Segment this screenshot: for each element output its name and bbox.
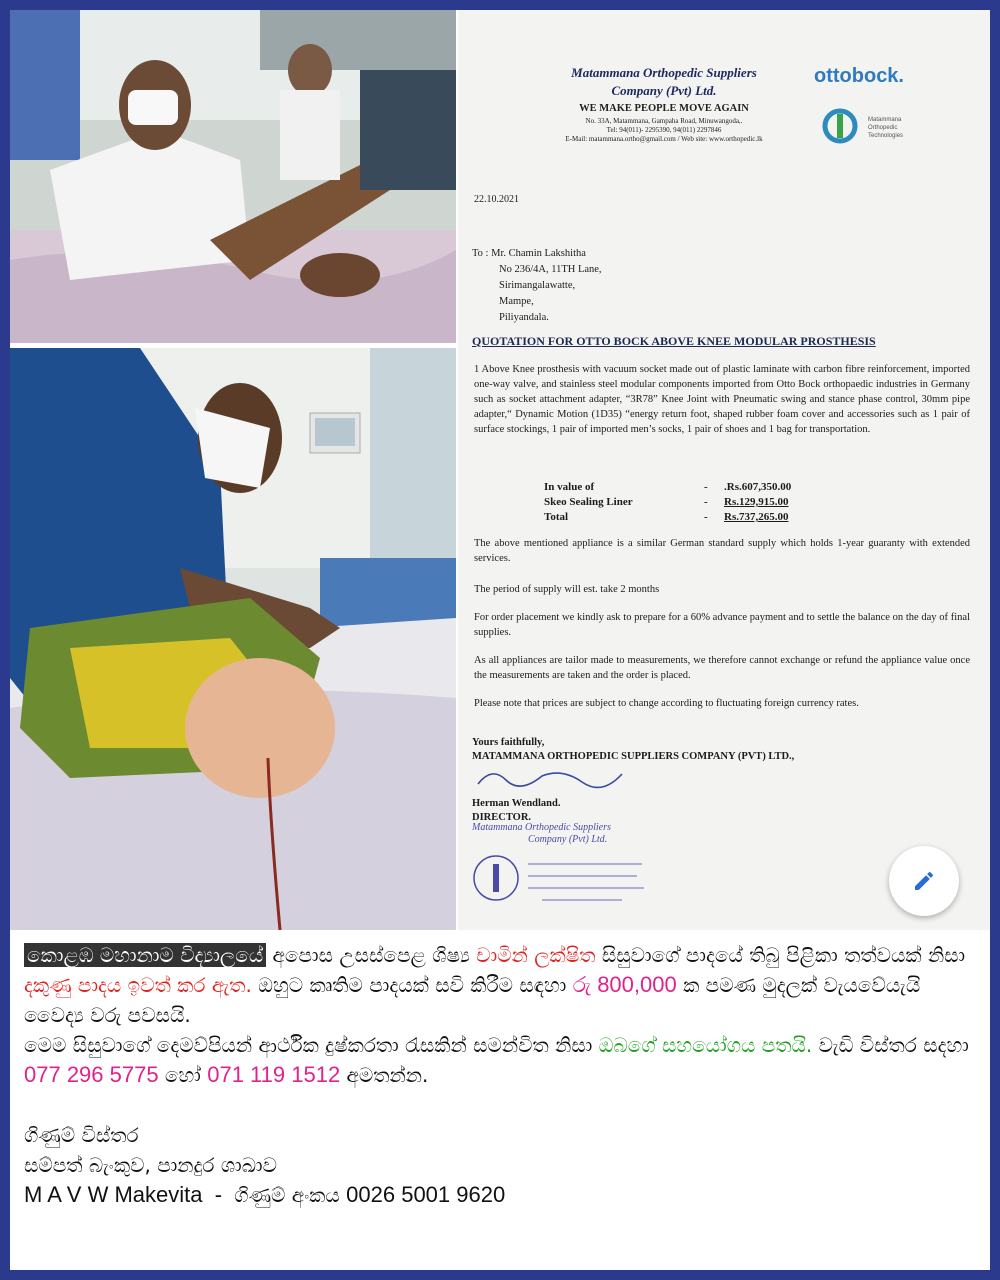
appeal-text-segment: සිසුවාගේ පාදයේ තිබු පිළිකා තත්වයක් නිසා: [595, 943, 966, 967]
support-request: ඔබගේ සහයෝගය පතයි.: [598, 1033, 813, 1057]
ottobock-logo-text: ottobock.: [814, 65, 904, 87]
company-stamp: [472, 822, 652, 914]
matammana-logo-icon: [820, 106, 860, 146]
school-name-part: කොළඹ: [27, 943, 94, 967]
school-name-part: මහානාම: [99, 943, 174, 967]
required-amount: රු 800,000: [572, 972, 677, 997]
school-name: [24, 943, 266, 967]
supply-period-paragraph: The period of supply will est. take 2 months: [474, 584, 660, 595]
letter-date: 22.10.2021: [474, 194, 519, 205]
company-name-line1: Matammana Orthopedic Suppliers: [571, 65, 757, 80]
price-row: [544, 495, 791, 510]
separator: -: [202, 1182, 235, 1207]
company-email-web: E-Mail: matammana.ortho@gmail.com / Web site: www.orthopedic.lk: [565, 135, 763, 143]
quotation-title: QUOTATION FOR OTTO BOCK ABOVE KNEE MODULAR PROSTHESIS: [472, 334, 876, 348]
account-number-label: ගිණුම් අංකය: [234, 1183, 347, 1207]
signer-name: Herman Wendland.: [472, 798, 561, 809]
brand-sub3: Technologies: [868, 133, 904, 139]
price-amount: Rs.737,265.00: [724, 511, 789, 523]
leg-removed-text: දකුණු පාදය ඉවත් කර ඇත.: [24, 973, 252, 997]
recipient-address-line: No 236/4A, 11TH Lane,: [499, 264, 602, 275]
appeal-text-segment: වැඩි විස්තර සදහා: [812, 1033, 969, 1057]
photo-student-hospital-bed: [10, 10, 456, 343]
appeal-paragraph-2: [24, 1030, 980, 1090]
to-label: To :: [472, 248, 489, 259]
guaranty-paragraph: The above mentioned appliance is a similar German standard supply which holds 1-year guaranty with extended services.: [474, 538, 970, 564]
stamp-line2: Company (Pvt) Ltd.: [528, 834, 608, 845]
appeal-text-segment: ඔහුට කෘතිම පාදයක් සවි කිරීම සඳහා: [251, 973, 573, 997]
handwritten-signature: [472, 764, 632, 792]
account-number: 0026 5001 9620: [346, 1182, 506, 1207]
price-label: In value of: [544, 481, 595, 493]
appeal-text-segment: අපොස උසස්පෙළ ශිෂ්‍ය: [266, 943, 477, 967]
appeal-text: [24, 940, 980, 1260]
price-label: Skeo Sealing Liner: [544, 496, 633, 508]
school-name-part: විද්‍යාලයේ: [180, 943, 264, 967]
appeal-text-segment: මෙම සිසුවාගේ දෙමව්පියන් ආර්ථික දුෂ්කරතා රැසකින් සමන්විත නිසා: [24, 1033, 599, 1057]
letterhead-company: [514, 64, 814, 100]
company-contact: [514, 117, 814, 144]
price-dash: -: [704, 481, 708, 493]
company-address: No. 33A, Matammana, Gampaha Road, Minuwangoda,.: [585, 117, 743, 125]
stamp-line1: Matammana Orthopedic Suppliers: [472, 822, 611, 833]
appeal-text-segment: හෝ: [158, 1063, 208, 1087]
prosthesis-description: 1 Above Knee prosthesis with vacuum socket made out of plastic laminate with carbon fibre reinforcement, imported one-way valve, and stainless steel modular components imported from Otto Bock orthopaedic industries in Germany such as socket attachment adapter, “3R78” Knee Joint with Pneumatic swing and stance phase control, 30mm pipe adapter,“ Dynamic Motion (1D35) “energy return foot, shaped rubber foam cover and accessories such as 1 pair of surface stockings, 1 pair of imported men’s socks, 1 pair of shoes and 1 bag for transportation.: [474, 364, 970, 435]
price-amount: Rs.129,915.00: [724, 496, 789, 508]
phone-number: 071 119 1512: [207, 1062, 341, 1087]
company-tagline: WE MAKE PEOPLE MOVE AGAIN: [579, 103, 749, 114]
appeal-text-segment: අමතන්න.: [340, 1063, 429, 1087]
bank-details: [24, 1120, 980, 1210]
brand-sub1: Matammana: [868, 117, 902, 123]
phone-number: 077 296 5775: [24, 1062, 159, 1087]
photo-student-amputated-leg: [10, 348, 456, 930]
closing-company: MATAMMANA ORTHOPEDIC SUPPLIERS COMPANY (PVT) LTD.,: [472, 751, 795, 762]
recipient-address-line: Piliyandala.: [499, 312, 549, 323]
student-name: චාමින් ලක්ෂිත: [476, 943, 596, 967]
appeal-paragraph-1: [24, 940, 980, 1030]
account-title: ගිණුම් විස්තර: [24, 1123, 139, 1147]
brand-subtitle: [868, 116, 903, 140]
company-name-line2: Company (Pvt) Ltd.: [611, 83, 717, 98]
recipient-address-line: Sirimangalawatte,: [499, 280, 576, 291]
round-seal-icon: [472, 850, 652, 910]
signature-block: [472, 736, 794, 825]
price-row: [544, 510, 791, 525]
price-row: [544, 480, 791, 495]
price-label: Total: [544, 511, 569, 523]
price-table: [544, 480, 791, 525]
order-paragraph: For order placement we kindly ask to prepare for a 60% advance payment and to settle the balance on the day of final supplies.: [474, 612, 970, 638]
price-amount: .Rs.607,350.00: [724, 481, 792, 493]
quotation-letter: [458, 10, 990, 930]
appeal-text-segment: ක පමණ මුදලක් වැයවේයැයි වෛද්‍ය වරු පවසයි.: [24, 973, 921, 1027]
recipient-block: [472, 246, 602, 326]
recipient-address-line: Mampe,: [499, 296, 534, 307]
prices-paragraph: Please note that prices are subject to change according to fluctuating foreign currency rates.: [474, 698, 859, 709]
tailor-made-paragraph: As all appliances are tailor made to measurements, we therefore cannot exchange or refund the appliance value once the measurements are taken and the order is placed.: [474, 655, 970, 681]
brand-sub2: Orthopedic: [868, 125, 898, 131]
price-dash: -: [704, 496, 708, 508]
edit-fab-button[interactable]: [889, 846, 959, 916]
pencil-icon: [912, 869, 936, 893]
closing-line: Yours faithfully,: [472, 737, 545, 748]
price-dash: -: [704, 511, 708, 523]
bank-branch: සම්පත් බැංකුව, පානදුර ශාඛාව: [24, 1153, 278, 1177]
company-tel: Tel: 94(011)- 2295390, 94(011) 2297846: [606, 126, 722, 134]
signer-role: DIRECTOR.: [472, 812, 532, 823]
recipient-name: Mr. Chamin Lakshitha: [491, 248, 586, 259]
account-holder: M A V W Makevita: [24, 1182, 203, 1207]
